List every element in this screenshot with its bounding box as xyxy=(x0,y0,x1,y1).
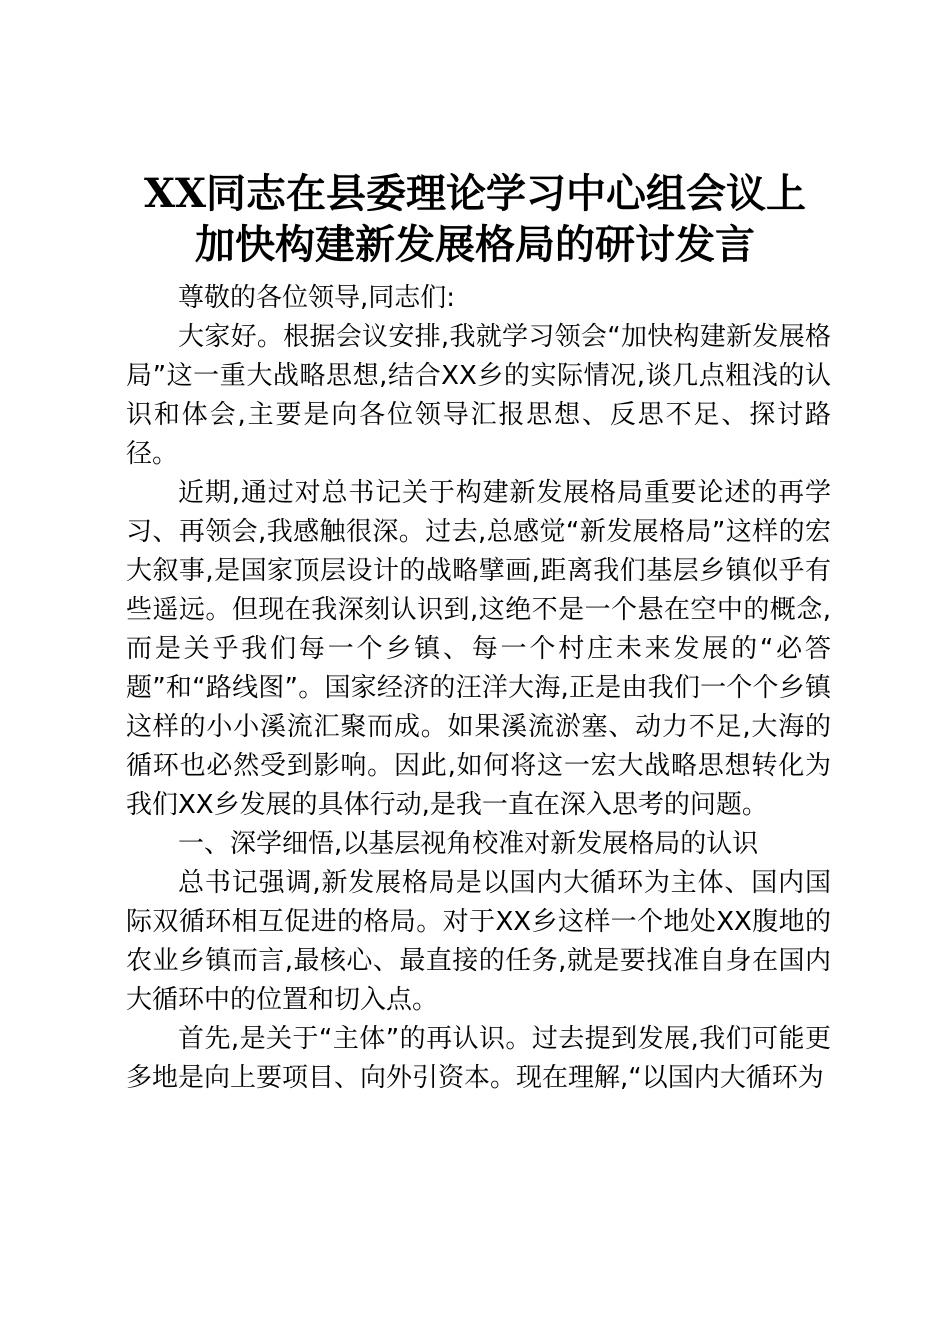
paragraph: 近期,通过对总书记关于构建新发展格局重要论述的再学习、再领会,我感触很深。过去,总感觉“新发展格局”这样的宏大叙事,是国家顶层设计的战略擘画,距离我们基层乡镇似乎有些遥远。但现在我深刻认识到,这绝不是一个悬在空中的概念,而是关乎我们每一个乡镇、每一个村庄未来发展的“必答题”和“路线图”。国家经济的汪洋大海,正是由我们一个个乡镇这样的小小溪流汇聚而成。如果溪流淤塞、动力不足,大海的循环也必然受到影响。因此,如何将这一宏大战略思想转化为我们XX乡发展的具体行动,是我一直在深入思考的问题。 xyxy=(126,478,831,820)
section-heading: 一、深学细悟,以基层视角校准对新发展格局的认识 xyxy=(178,829,759,859)
paragraph: 首先,是关于“主体”的再认识。过去提到发展,我们可能更多地是向上要项目、向外引资本。现在理解,“以国内大循环为 xyxy=(126,1024,831,1093)
paragraph: 总书记强调,新发展格局是以国内大循环为主体、国内国际双循环相互促进的格局。对于XX乡这样一个地处XX腹地的农业乡镇而言,最核心、最直接的任务,就是要找准自身在国内大循环中的位置和切入点。 xyxy=(126,868,831,1015)
document-body xyxy=(126,279,831,1098)
document-title-line-1: XX同志在县委理论学习中心组会议上 xyxy=(143,170,807,217)
document-title-line-2: 加快构建新发展格局的研讨发言 xyxy=(195,221,755,268)
paragraph: 大家好。根据会议安排,我就学习领会“加快构建新发展格局”这一重大战略思想,结合XX乡的实际情况,谈几点粗浅的认识和体会,主要是向各位领导汇报思想、反思不足、探讨路径。 xyxy=(126,322,831,469)
salutation: 尊敬的各位领导,同志们: xyxy=(178,283,456,313)
